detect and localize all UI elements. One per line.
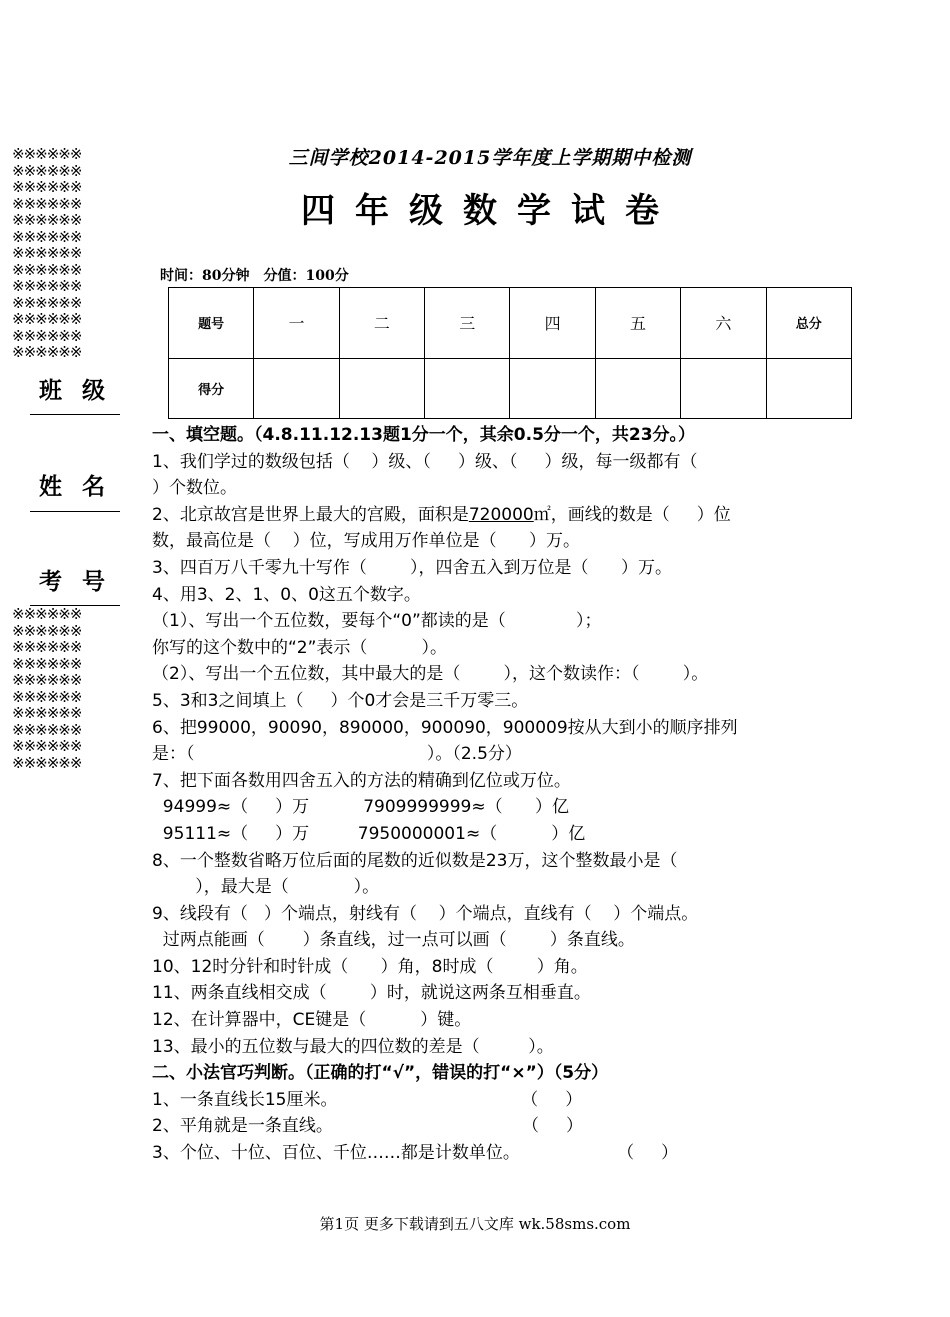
question-5: 5、3和3之间填上（ ）个0才会是三千万零三。	[152, 690, 529, 711]
q2-underlined-number: 720000	[468, 504, 534, 525]
col-3: 三	[425, 288, 510, 359]
q2-text-pre: 2、北京故宫是世界上最大的宫殿，面积是	[152, 504, 469, 525]
q2-text-post: ㎡，画线的数是（ ）位	[533, 504, 731, 525]
question-9-line-1: 9、线段有（ ）个端点，射线有（ ）个端点，直线有（ ）个端点。	[152, 903, 699, 924]
score-cell	[681, 358, 766, 418]
section1-heading: 一、填空题。（4.8.11.12.13题1分一个，其余0.5分一个，共23分。）	[152, 425, 696, 445]
question-4-part-2: （2）、写出一个五位数，其中最大的是（ ），这个数读作：（ ）。	[152, 664, 709, 685]
col-5: 五	[595, 288, 680, 359]
score-table-header-row	[169, 288, 852, 359]
question-8-line-2: ），最大是（ ）。	[152, 877, 380, 898]
exam-subtitle: 三间学校2014-2015学年度上学期期中检测	[288, 147, 692, 169]
question-1-line-2: ）个数位。	[152, 478, 237, 499]
score-cell	[425, 358, 510, 418]
name-label: 姓 名	[38, 474, 111, 500]
exam-number-label: 考 号	[38, 569, 111, 595]
judge-question-3: 3、个位、十位、百位、千位……都是计数单位。 （ ）	[152, 1143, 679, 1164]
question-7a: 94999≈（ ）万 7909999999≈（ ）亿	[152, 797, 570, 818]
question-6-line-1: 6、把99000，90090，890000，900090，900009按从大到小的顺序排列	[152, 717, 738, 738]
section2-heading: 二、小法官巧判断。（正确的打“√”，错误的打“×”）（5分）	[152, 1063, 609, 1084]
class-label: 班 级	[38, 378, 111, 404]
question-10: 10、12时分针和时针成（ ）角，8时成（ ）角。	[152, 956, 588, 977]
score-cell	[254, 358, 339, 418]
score-table	[168, 287, 852, 419]
col-total: 总分	[766, 288, 851, 359]
score-label: 得分	[169, 358, 254, 418]
question-2-line-2: 数，最高位是（ ）位，写成用万作单位是（ ）万。	[152, 531, 581, 552]
question-4: 4、用3、2、1、0、0这五个数字。	[152, 584, 421, 605]
question-9-line-2: 过两点能画（ ）条直线，过一点可以画（ ）条直线。	[152, 930, 635, 951]
score-cell	[339, 358, 424, 418]
question-6-line-2: 是：（ ）。（2.5分）	[152, 744, 522, 765]
decorative-pattern-bottom: ※※※※※※ ※※※※※※ ※※※※※※ ※※※※※※ ※※※※※※ ※※※※※※ ※※※※※※ ※※※※※※ ※※※※※※ ※※※※※※	[12, 605, 82, 772]
col-6: 六	[681, 288, 766, 359]
question-11: 11、两条直线相交成（ ）时，就说这两条互相垂直。	[152, 983, 591, 1004]
page-footer: 第1页 更多下载请到五八文库 wk.58sms.com	[319, 1215, 631, 1233]
judge-question-2: 2、平角就是一条直线。 （ ）	[152, 1116, 583, 1137]
score-cell	[510, 358, 595, 418]
col-2: 二	[339, 288, 424, 359]
score-table-score-row	[169, 358, 852, 418]
question-12: 12、在计算器中，CE键是（ ）键。	[152, 1010, 472, 1031]
score-cell	[595, 358, 680, 418]
class-fill-line	[30, 414, 120, 415]
exam-title: 四年级数学试卷	[301, 191, 679, 231]
name-fill-line	[30, 511, 120, 512]
col-4: 四	[510, 288, 595, 359]
question-13: 13、最小的五位数与最大的四位数的差是（ ）。	[152, 1036, 554, 1057]
col-1: 一	[254, 288, 339, 359]
exam-meta: 时间：80分钟 分值：100分	[160, 268, 349, 284]
question-2-line-1	[152, 502, 852, 529]
question-4-part-1: （1）、写出一个五位数，要每个“0”都读的是（ ）；	[152, 611, 602, 632]
question-1-line-1: 1、我们学过的数级包括（ ）级、（ ）级、（ ）级，每一级都有（	[152, 451, 698, 472]
question-7b: 95111≈（ ）万 7950000001≈（ ）亿	[152, 823, 586, 844]
question-4-part-1b: 你写的这个数中的“2”表示（ ）。	[152, 637, 447, 658]
judge-question-1: 1、一条直线长15厘米。 （ ）	[152, 1089, 583, 1110]
question-3: 3、四百万八千零九十写作（ ），四舍五入到万位是（ ）万。	[152, 557, 672, 578]
question-number-label: 题号	[169, 288, 254, 359]
questions	[152, 422, 852, 1167]
question-7: 7、把下面各数用四舍五入的方法的精确到亿位或万位。	[152, 770, 571, 791]
decorative-pattern-top: ※※※※※※ ※※※※※※ ※※※※※※ ※※※※※※ ※※※※※※ ※※※※※※ ※※※※※※ ※※※※※※ ※※※※※※ ※※※※※※ ※※※※※※ ※※※※※※ ※※※※※※	[12, 145, 82, 361]
score-cell	[766, 358, 851, 418]
question-8-line-1: 8、一个整数省略万位后面的尾数的近似数是23万，这个整数最小是（	[152, 850, 678, 871]
